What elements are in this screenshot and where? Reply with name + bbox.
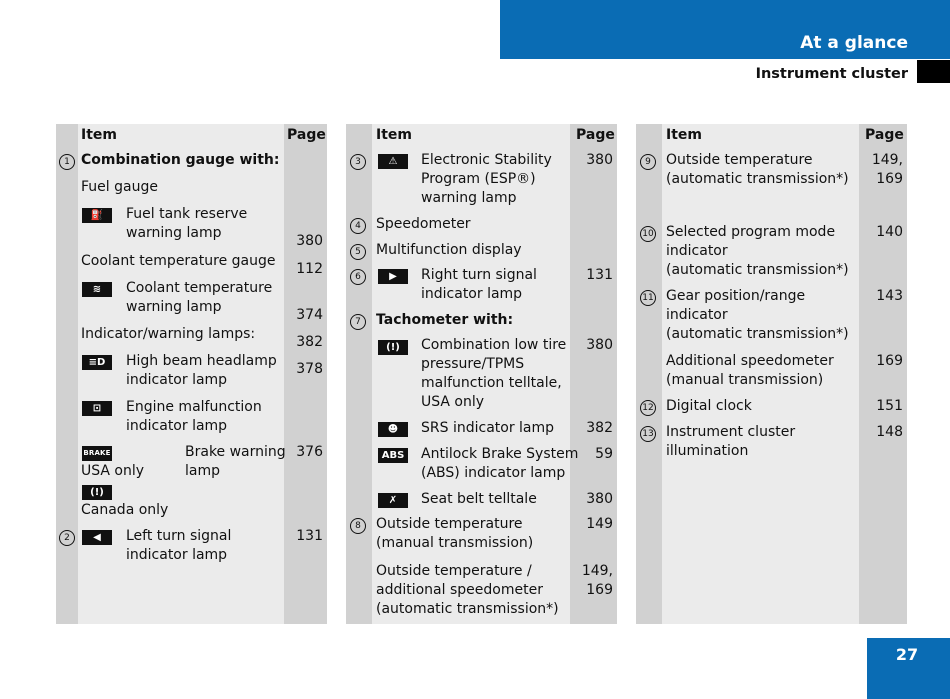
page-ref: 169 [876, 353, 903, 369]
page-ref: 112 [296, 261, 323, 277]
row-text: Selected program mode [666, 224, 836, 240]
item-number-9: 9 [640, 154, 656, 170]
row-text: (ABS) indicator lamp [421, 465, 566, 481]
row-text: warning lamp [126, 225, 222, 241]
high-beam-icon: ≡D [82, 355, 112, 370]
item-number-7: 7 [350, 314, 366, 330]
subsection-title: Instrument cluster [755, 66, 908, 82]
item-number-10: 10 [640, 226, 656, 242]
row-text: additional speedometer [376, 582, 543, 598]
row-text: indicator lamp [421, 286, 523, 302]
row-text: malfunction telltale, [421, 375, 562, 391]
header-page: Page [865, 127, 904, 143]
page-ref: 374 [296, 307, 323, 323]
row-text: indicator lamp [126, 547, 228, 563]
row-text: (automatic transmission*) [376, 601, 559, 617]
row-text: Outside temperature / [376, 563, 532, 579]
row-text: Tachometer with: [376, 312, 514, 328]
row-text: Engine malfunction [126, 399, 262, 415]
table-2 [346, 124, 617, 624]
row-text: (manual transmission) [376, 535, 534, 551]
header-page: Page [287, 127, 326, 143]
engine-icon: ⊡ [82, 401, 112, 416]
row-text: Canada only [81, 502, 169, 518]
row-text: illumination [666, 443, 749, 459]
row-text: indicator lamp [126, 372, 228, 388]
row-text: lamp [185, 463, 220, 479]
brake-icon: BRAKE [82, 446, 112, 461]
item-number-8: 8 [350, 518, 366, 534]
section-title: At a glance [800, 33, 908, 53]
table-1 [56, 124, 327, 624]
page-ref: 149 [586, 516, 613, 532]
page-ref: 140 [876, 224, 903, 240]
page-ref: 382 [296, 334, 323, 350]
page-ref: 380 [586, 152, 613, 168]
srs-airbag-icon: ☻ [378, 422, 408, 437]
page-ref: 131 [296, 528, 323, 544]
row-text: USA only [81, 463, 145, 479]
header-item: Item [376, 127, 412, 143]
page-ref: 131 [586, 267, 613, 283]
row-text: Program (ESP®) [421, 171, 536, 187]
page-ref: 376 [296, 444, 323, 460]
row-text: pressure/TPMS [421, 356, 525, 372]
row-text: warning lamp [126, 299, 222, 315]
esp-warning-icon: ⚠ [378, 154, 408, 169]
page-ref: 59 [595, 446, 613, 462]
fuel-pump-icon: ⛽ [82, 208, 112, 223]
page-number-box [867, 638, 950, 699]
row-text: Gear position/range [666, 288, 806, 304]
row-text: Speedometer [376, 216, 471, 232]
page-ref: 149, [871, 152, 903, 168]
item-number-6: 6 [350, 269, 366, 285]
page-ref: 380 [586, 491, 613, 507]
page-ref: 169 [586, 582, 613, 598]
page-ref: 148 [876, 424, 903, 440]
row-text: USA only [421, 394, 485, 410]
subsection-marker [917, 60, 950, 83]
page-ref: 380 [296, 233, 323, 249]
row-text: warning lamp [421, 190, 517, 206]
row-text: Outside temperature [666, 152, 813, 168]
brake-circle-icon: (!) [82, 485, 112, 500]
row-text: (automatic transmission*) [666, 262, 849, 278]
coolant-temperature-icon: ≋ [82, 282, 112, 297]
row-text: Seat belt telltale [421, 491, 537, 507]
page-ref: 151 [876, 398, 903, 414]
page-ref: 380 [586, 337, 613, 353]
seat-belt-icon: ✗ [378, 493, 408, 508]
page-ref: 143 [876, 288, 903, 304]
row-text: Combination gauge with: [81, 152, 280, 168]
page-ref: 169 [876, 171, 903, 187]
row-text: Brake warning [185, 444, 286, 460]
row-text: Coolant temperature [126, 280, 273, 296]
page-ref: 149, [581, 563, 613, 579]
row-text: Combination low tire [421, 337, 567, 353]
abs-icon: ABS [378, 448, 408, 463]
item-number-3: 3 [350, 154, 366, 170]
row-text: SRS indicator lamp [421, 420, 555, 436]
item-number-5: 5 [350, 244, 366, 260]
item-number-13: 13 [640, 426, 656, 442]
row-text: Additional speedometer [666, 353, 834, 369]
header-item: Item [81, 127, 117, 143]
left-arrow-icon: ◀ [82, 530, 112, 545]
row-text: Instrument cluster [666, 424, 796, 440]
row-text: Coolant temperature gauge [81, 253, 276, 269]
header-page: Page [576, 127, 615, 143]
item-number-2: 2 [59, 530, 75, 546]
right-arrow-icon: ▶ [378, 269, 408, 284]
row-text: Right turn signal [421, 267, 537, 283]
row-text: Electronic Stability [421, 152, 552, 168]
row-text: indicator [666, 243, 728, 259]
table-3 [636, 124, 907, 624]
row-text: (automatic transmission*) [666, 326, 849, 342]
row-text: (manual transmission) [666, 372, 824, 388]
row-text: Multifunction display [376, 242, 522, 258]
page-ref: 378 [296, 361, 323, 377]
row-text: (automatic transmission*) [666, 171, 849, 187]
row-text: High beam headlamp [126, 353, 277, 369]
row-text: Left turn signal [126, 528, 232, 544]
row-text: indicator [666, 307, 728, 323]
header-item: Item [666, 127, 702, 143]
row-text: Fuel gauge [81, 179, 158, 195]
row-text: Digital clock [666, 398, 752, 414]
tire-pressure-icon: (!) [378, 340, 408, 355]
row-text: Indicator/warning lamps: [81, 326, 256, 342]
item-number-11: 11 [640, 290, 656, 306]
item-number-12: 12 [640, 400, 656, 416]
page-ref: 382 [586, 420, 613, 436]
item-number-1: 1 [59, 154, 75, 170]
row-text: Outside temperature [376, 516, 523, 532]
row-text: Antilock Brake System [421, 446, 579, 462]
page-number: 27 [895, 645, 919, 664]
row-text: Fuel tank reserve [126, 206, 248, 222]
row-text: indicator lamp [126, 418, 228, 434]
item-number-4: 4 [350, 218, 366, 234]
